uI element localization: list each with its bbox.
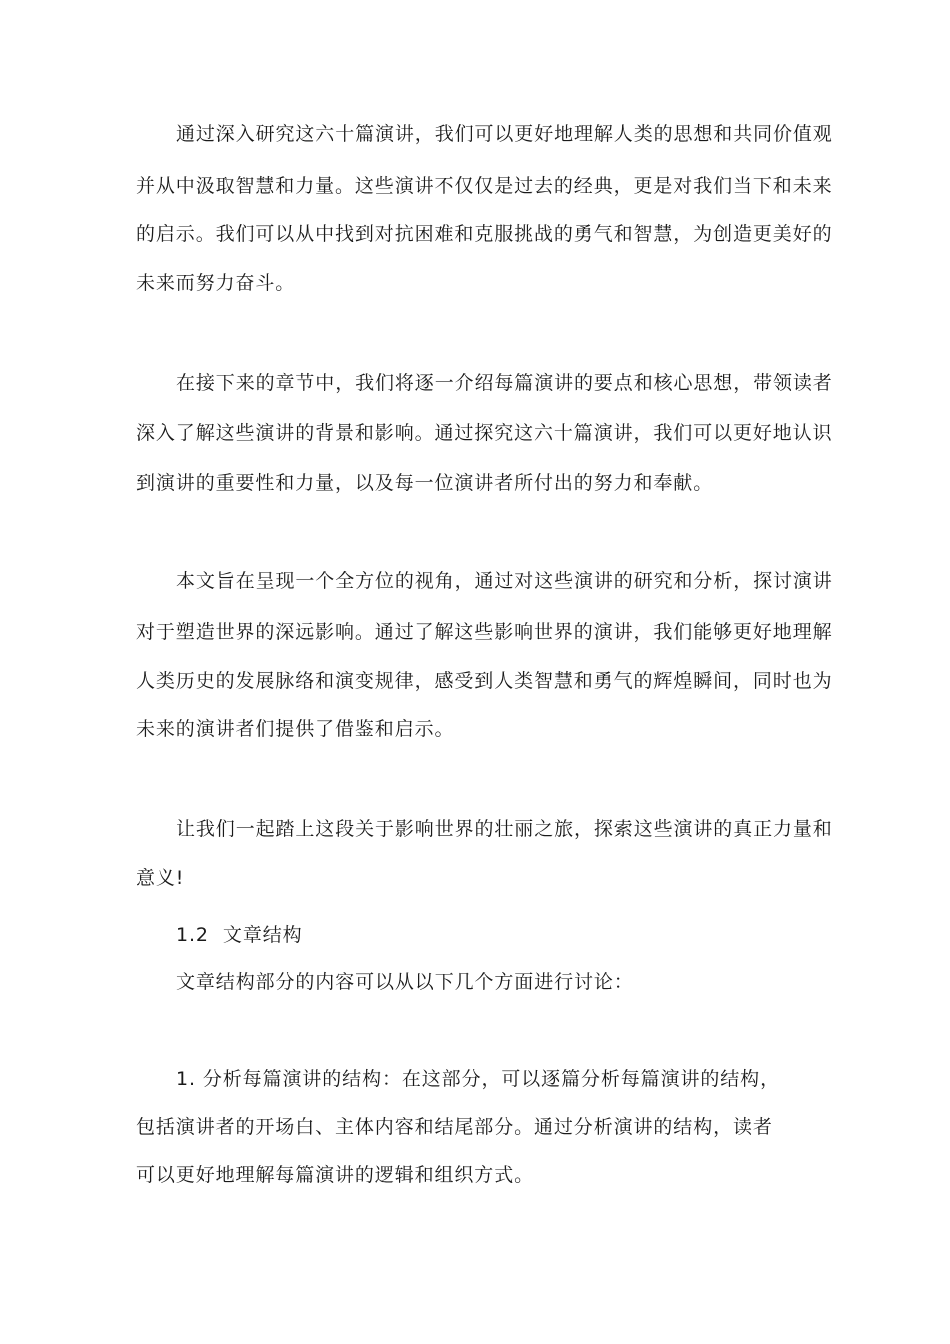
paragraph-line: 意义! [136, 867, 185, 889]
paragraph-line: 并从中汲取智慧和力量。这些演讲不仅仅是过去的经典，更是对我们当下和未来 [136, 175, 833, 197]
paragraph-line: 让我们一起踏上这段关于影响世界的壮丽之旅，探索这些演讲的真正力量和 [176, 818, 833, 840]
paragraph-line: 到演讲的重要性和力量，以及每一位演讲者所付出的努力和奉献。 [136, 472, 714, 494]
paragraph-line: 的启示。我们可以从中找到对抗困难和克服挑战的勇气和智慧，为创造更美好的 [136, 223, 833, 245]
list-item-line: 1. 分析每篇演讲的结构：在这部分，可以逐篇分析每篇演讲的结构， [176, 1068, 780, 1090]
paragraph-line: 未来的演讲者们提供了借鉴和启示。 [136, 718, 455, 740]
section-number: 1.2 [176, 924, 209, 946]
section-title: 文章结构 [222, 924, 303, 946]
list-item-line: 可以更好地理解每篇演讲的逻辑和组织方式。 [136, 1164, 535, 1186]
paragraph-line: 未来而努力奋斗。 [136, 272, 296, 294]
list-item-line: 包括演讲者的开场白、主体内容和结尾部分。通过分析演讲的结构，读者 [136, 1116, 773, 1138]
section-heading [176, 923, 303, 947]
paragraph-line: 人类历史的发展脉络和演变规律，感受到人类智慧和勇气的辉煌瞬间，同时也为 [136, 670, 833, 692]
paragraph-line: 通过深入研究这六十篇演讲，我们可以更好地理解人类的思想和共同价值观 [176, 123, 833, 145]
paragraph-line: 在接下来的章节中，我们将逐一介绍每篇演讲的要点和核心思想，带领读者 [176, 372, 833, 394]
paragraph-line: 对于塑造世界的深远影响。通过了解这些影响世界的演讲，我们能够更好地理解 [136, 621, 833, 643]
section-intro: 文章结构部分的内容可以从以下几个方面进行讨论： [176, 971, 634, 993]
paragraph-line: 深入了解这些演讲的背景和影响。通过探究这六十篇演讲，我们可以更好地认识 [136, 422, 833, 444]
paragraph-line: 本文旨在呈现一个全方位的视角，通过对这些演讲的研究和分析，探讨演讲 [176, 570, 833, 592]
